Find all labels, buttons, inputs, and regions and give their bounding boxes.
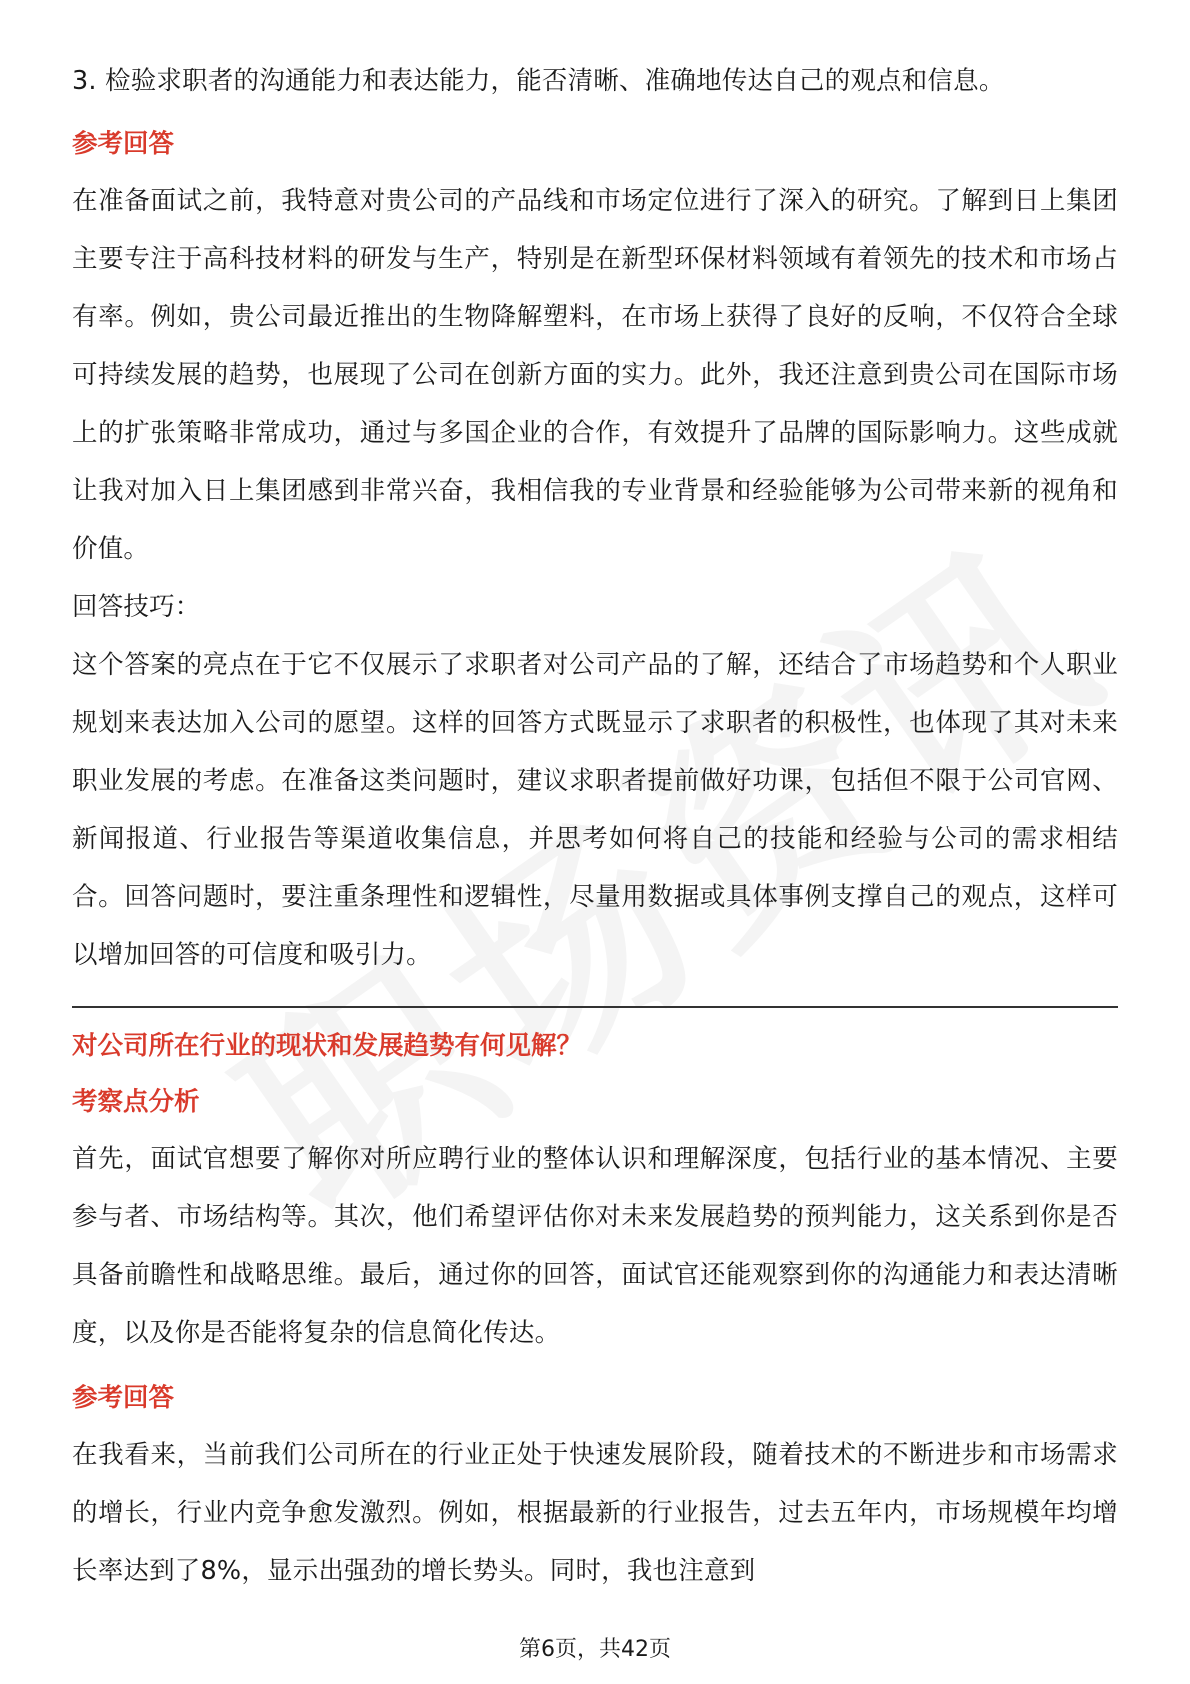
page-number: 第6页，共42页: [519, 1637, 671, 1662]
analysis-heading: 考察点分析: [72, 1087, 200, 1117]
document-page: [72, 52, 1118, 1600]
reference-answer-heading: 参考回答: [72, 129, 175, 159]
reference-answer-heading-2: 参考回答: [72, 1383, 175, 1413]
section-divider: [72, 1006, 1118, 1008]
analysis-text: 首先，面试官想要了解你对所应聘行业的整体认识和理解深度，包括行业的基本情况、主要参与者、市场结构等。其次，他们希望评估你对未来发展趋势的预判能力，这关系到你是否具备前瞻性和战略思维。最后，通过你的回答，面试官还能观察到你的沟通能力和表达清晰度，以及你是否能将复杂的信息简化传达。: [72, 1144, 1118, 1348]
question-title: 对公司所在行业的现状和发展趋势有何见解？: [72, 1031, 583, 1061]
reference-answer-text-2: 在我看来，当前我们公司所在的行业正处于快速发展阶段，随着技术的不断进步和市场需求的增长，行业内竞争愈发激烈。例如，根据最新的行业报告，过去五年内，市场规模年均增长率达到了8%，显示出强劲的增长势头。同时，我也注意到: [72, 1440, 1118, 1586]
tips-text: 这个答案的亮点在于它不仅展示了求职者对公司产品的了解，还结合了市场趋势和个人职业规划来表达加入公司的愿望。这样的回答方式既显示了求职者的积极性，也体现了其对未来职业发展的考虑。在准备这类问题时，建议求职者提前做好功课，包括但不限于公司官网、新闻报道、行业报告等渠道收集信息，并思考如何将自己的技能和经验与公司的需求相结合。回答问题时，要注重条理性和逻辑性，尽量用数据或具体事例支撑自己的观点，这样可以增加回答的可信度和吸引力。: [72, 650, 1118, 970]
reference-answer-text: 在准备面试之前，我特意对贵公司的产品线和市场定位进行了深入的研究。了解到日上集团主要专注于高科技材料的研发与生产，特别是在新型环保材料领域有着领先的技术和市场占有率。例如，贵公司最近推出的生物降解塑料，在市场上获得了良好的反响，不仅符合全球可持续发展的趋势，也展现了公司在创新方面的实力。此外，我还注意到贵公司在国际市场上的扩张策略非常成功，通过与多国企业的合作，有效提升了品牌的国际影响力。这些成就让我对加入日上集团感到非常兴奋，我相信我的专业背景和经验能够为公司带来新的视角和价值。: [72, 186, 1118, 564]
tips-label: 回答技巧：: [72, 592, 201, 622]
intro-point: 3. 检验求职者的沟通能力和表达能力，能否清晰、准确地传达自己的观点和信息。: [72, 66, 1005, 96]
